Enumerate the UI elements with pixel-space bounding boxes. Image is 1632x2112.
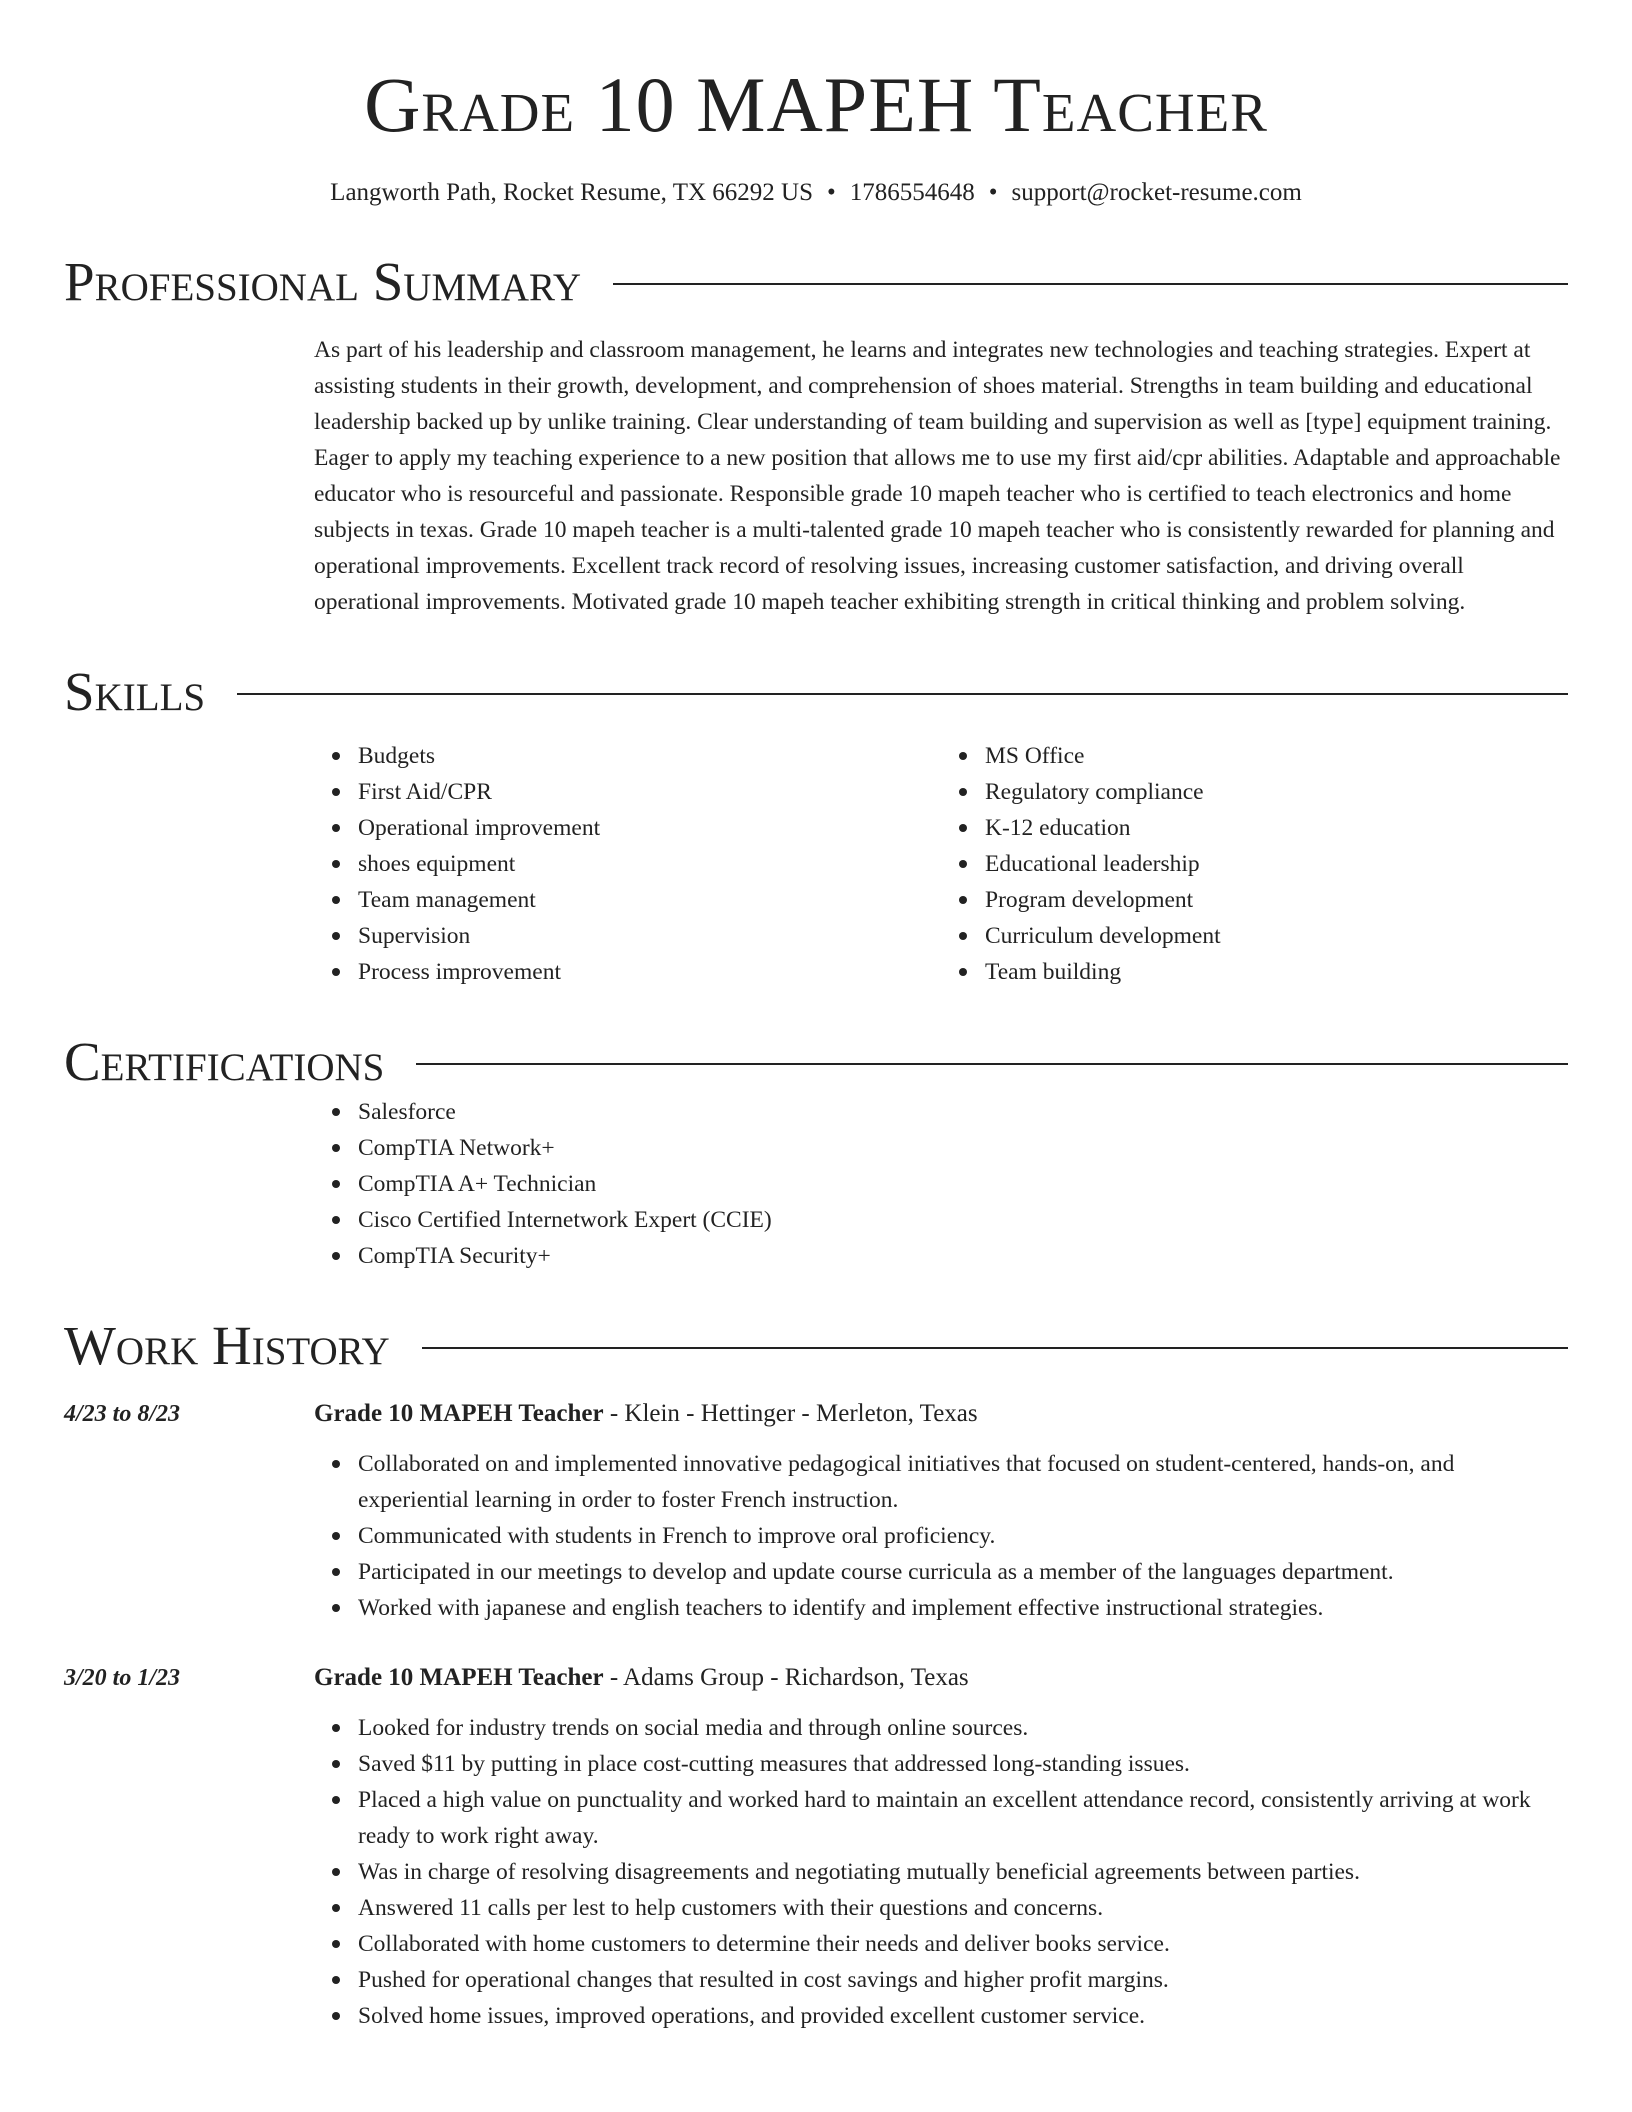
skills-heading: Skills [64,661,206,722]
section-divider [237,693,1568,695]
job-entry [64,1396,1568,1626]
job-duties [314,1446,1568,1626]
skill-item: First Aid/CPR [358,774,941,810]
contact-email: support@rocket-resume.com [1011,179,1302,206]
job-duty-item: Collaborated with home customers to determine their needs and deliver books service. [358,1926,1568,1962]
job-duty-item: Saved $11 by putting in place cost-cutting measures that addressed long-standing issues. [358,1746,1568,1782]
job-title: Grade 10 MAPEH Teacher [314,1664,604,1691]
skills-section-header [64,660,1568,724]
skill-item: Regulatory compliance [985,774,1568,810]
job-duty-item: Worked with japanese and english teachers to identify and implement effective instructional strategies. [358,1590,1568,1626]
section-divider [613,283,1568,285]
skill-item: Budgets [358,738,941,774]
certification-item: Salesforce [358,1094,1568,1130]
contact-phone: 1786554648 [849,179,975,206]
certification-item: CompTIA A+ Technician [358,1166,1568,1202]
certification-item: Cisco Certified Internetwork Expert (CCIE) [358,1202,1568,1238]
job-duty-item: Pushed for operational changes that resulted in cost savings and higher profit margins. [358,1962,1568,1998]
job-title: Grade 10 MAPEH Teacher [314,1400,604,1427]
job-duty-item: Solved home issues, improved operations, and provided excellent customer service. [358,1998,1568,2034]
job-dates: 3/20 to 1/23 [64,1665,181,1691]
skill-item: Operational improvement [358,810,941,846]
skills-column-right [941,738,1568,990]
job-heading [314,1396,1568,1432]
job-duty-item: Participated in our meetings to develop and update course curricula as a member of the languages department. [358,1554,1568,1590]
certifications-section-header [64,1030,1568,1094]
skill-item: shoes equipment [358,846,941,882]
skill-item: Curriculum development [985,918,1568,954]
skill-item: K-12 education [985,810,1568,846]
job-entry [64,1660,1568,2034]
job-duty-item: Was in charge of resolving disagreements and negotiating mutually beneficial agreements between parties. [358,1854,1568,1890]
work-history-section-header [64,1314,1568,1378]
skills-column-left [314,738,941,990]
skill-item: Program development [985,882,1568,918]
skill-item: Supervision [358,918,941,954]
contact-separator: • [988,179,998,206]
job-duties [314,1710,1568,2034]
certifications-heading: Certifications [64,1031,385,1092]
summary-heading: Professional Summary [64,251,582,312]
work-history-heading: Work History [64,1315,390,1376]
page-title: Grade 10 MAPEH Teacher [364,61,1268,148]
section-divider [416,1063,1568,1065]
job-employer: - Adams Group - Richardson, Texas [603,1664,969,1691]
contact-line [64,176,1568,210]
job-duty-item: Collaborated on and implemented innovative pedagogical initiatives that focused on student-centered, hands-on, and experiential learning in order to foster French instruction. [358,1446,1568,1518]
skill-item: Process improvement [358,954,941,990]
skill-item: MS Office [985,738,1568,774]
certification-item: CompTIA Network+ [358,1130,1568,1166]
job-dates: 4/23 to 8/23 [64,1401,181,1427]
certifications-list [314,1094,1568,1274]
skill-item: Team management [358,882,941,918]
skills-list [314,738,1568,990]
summary-text: As part of his leadership and classroom management, he learns and integrates new technologies and teaching strategies. Expert at assisting students in their growth, development, and comprehension of shoes material. Strengths in team building and educational leadership backed up by unlike training. Clear understanding of team building and supervision as well as [type] equipment training. Eager to apply my teaching experience to a new position that allows me to use my first aid/cpr abilities. Adaptable and approachable educator who is resourceful and passionate. Responsible grade 10 mapeh teacher who is certified to teach electronics and home subjects in texas. Grade 10 mapeh teacher is a multi-talented grade 10 mapeh teacher who is consistently rewarded for planning and operational improvements. Excellent track record of resolving issues, increasing customer satisfaction, and driving overall operational improvements. Motivated grade 10 mapeh teacher exhibiting strength in critical thinking and problem solving. [314,337,1561,615]
summary-section-header [64,250,1568,314]
job-duty-item: Answered 11 calls per lest to help customers with their questions and concerns. [358,1890,1568,1926]
job-employer: - Klein - Hettinger - Merleton, Texas [603,1400,978,1427]
job-duty-item: Looked for industry trends on social media and through online sources. [358,1710,1568,1746]
job-duty-item: Communicated with students in French to improve oral proficiency. [358,1518,1568,1554]
contact-address: Langworth Path, Rocket Resume, TX 66292 US [330,179,813,206]
skill-item: Educational leadership [985,846,1568,882]
contact-separator: • [827,179,836,206]
certification-item: CompTIA Security+ [358,1238,1568,1274]
skill-item: Team building [985,954,1568,990]
job-duty-item: Placed a high value on punctuality and worked hard to maintain an excellent attendance record, consistently arriving at work ready to work right away. [358,1782,1568,1854]
section-divider [422,1347,1568,1349]
job-heading [314,1660,1568,1696]
